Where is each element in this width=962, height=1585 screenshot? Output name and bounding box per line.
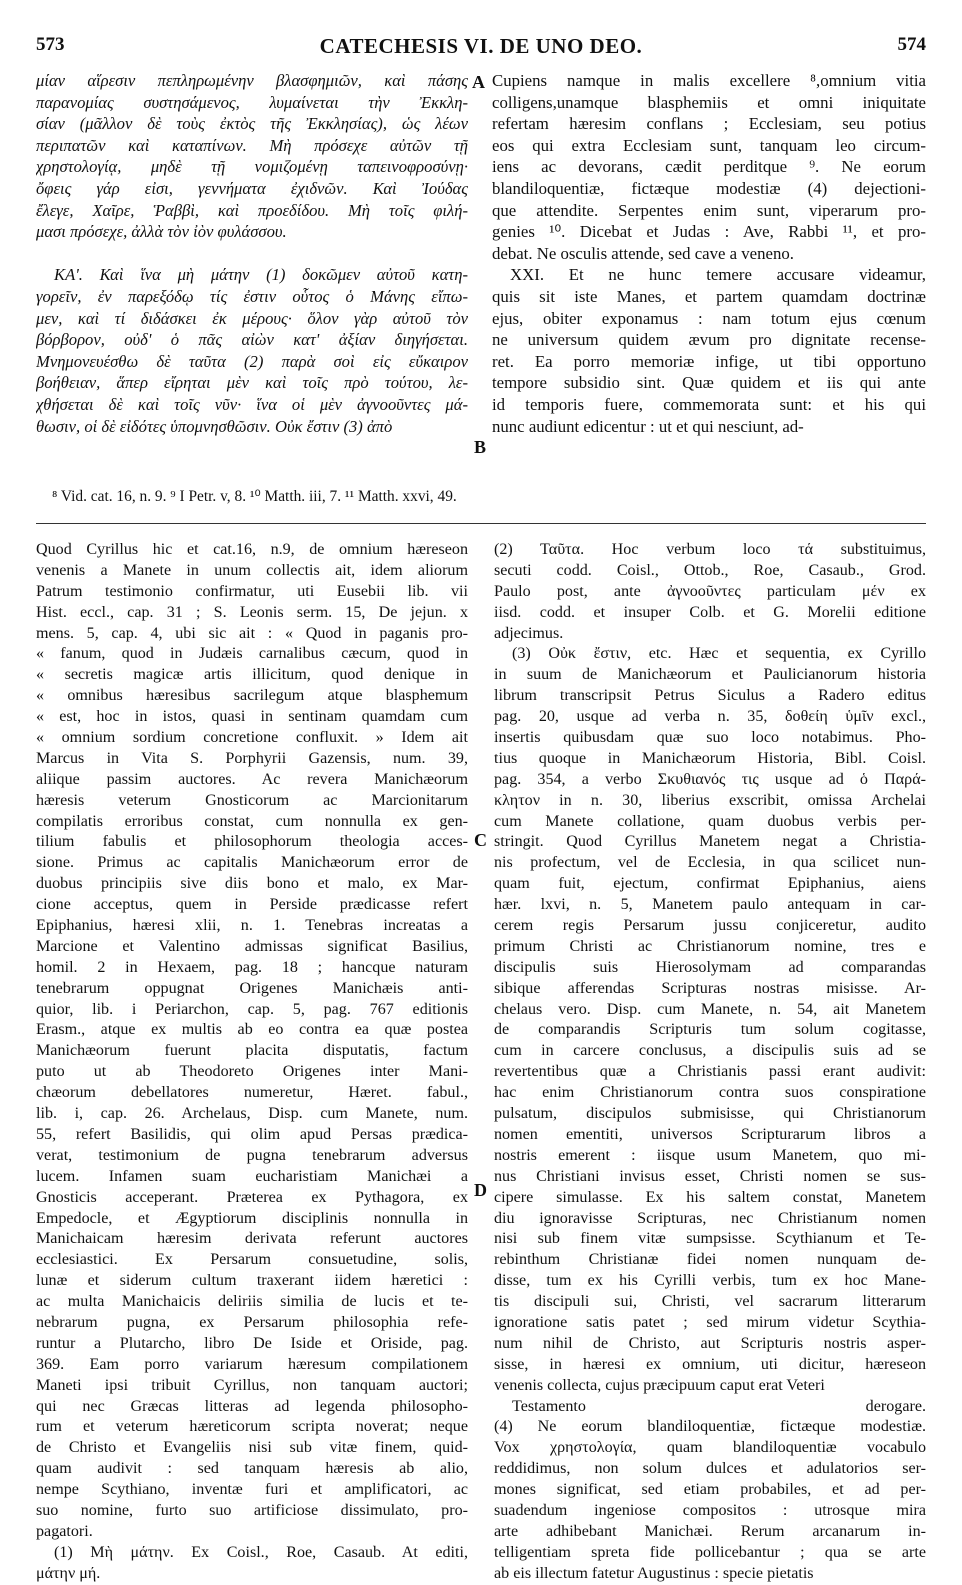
note-line: Quod Cyrillus hic et cat.16, n.9, de omnium hæreseon <box>36 541 468 558</box>
note-line: quam fuit, ejectum, confirmat Epiphanius, aiens <box>494 875 926 893</box>
note-line: nisi sub finem vitæ sumpsisse. Scythianum et Te- <box>494 1230 926 1248</box>
page-number-right: 574 <box>897 34 926 55</box>
note-line: nus Christiani invisus esset, Christi nomen se sus- <box>494 1167 926 1185</box>
greek-text-line <box>36 243 468 265</box>
note-line: iisd. codd. et insuper Colb. et G. Morelii editione <box>494 603 926 621</box>
note-line: runtur a Plutarcho, libro De Iside et Oriside, pag. <box>36 1334 468 1352</box>
greek-text-line: χθήσεται δὲ καὶ τοῖς νῦν· ἵνα οἱ μὲν ἀγνοοῦντες μά- <box>36 394 468 414</box>
greek-text-line: ἔλεγε, Χαῖρε, Ῥαββὶ, καὶ προεδίδου. Μὴ τοῖς φιλή- <box>36 200 468 220</box>
greek-text-line: Μνημονευέσθω δὲ ταῦτα (2) παρὰ σοὶ εἰς εὔκαιρον <box>36 351 468 371</box>
note-line: tius quoque in Manichæorum Historia, Bibl. Coisl. <box>494 749 926 767</box>
latin-text-line: refertam hæresim conflans ; Ecclesiam, seu potius <box>492 114 926 134</box>
greek-text-line: χρηστολογίᾳ, μηδὲ τῇ νομιζομένῃ ταπεινοφροσύνῃ· <box>36 157 468 177</box>
note-line: μάτην μή. <box>36 1564 101 1582</box>
greek-text-line: ὄφεις γάρ εἰσι, γεννήματα ἐχιδνῶν. Καὶ Ἰούδας <box>36 178 468 198</box>
note-line: insertis quibusdam quæ suo loco notabimus. Pho- <box>494 729 926 747</box>
note-line: Erasm., atque ex multis ab eo contra ea quæ postea <box>36 1021 468 1039</box>
note-line: arte adhibebant Manichæi. Rerum arcanarum in- <box>494 1522 926 1540</box>
note-line: suadendum ingeniose compositos : utrosque mira <box>494 1501 926 1519</box>
note-line: tilium fabulis et philosophorum theologia acces- <box>36 833 468 851</box>
note-line: cum Manete collatione, quam duobus verbis per- <box>494 812 926 830</box>
note-line: ignoratione satis patet ; sed mirum videtur Scythia- <box>494 1313 926 1331</box>
note-line: pulsatum, discipulos submisisse, qui Christianorum <box>494 1105 926 1123</box>
greek-text-line: βόρβορον, οὐδ' ὁ πᾶς αἰὼν κατ' ἀξίαν διηγήσεται. <box>36 330 468 350</box>
note-line: nostris emerent : iisque usum Manetem, quo mi- <box>494 1146 926 1164</box>
greek-text-line: μασι πρόσεχε, ἀλλὰ τὸν ἰὸν φυλάσσου. <box>36 222 287 242</box>
note-line: disse, tum ex his Cyrilli verbis, tum ex hoc Mane- <box>494 1272 926 1290</box>
note-line: aliique passim auctores. Ac revera Manichæorum <box>36 770 468 788</box>
note-line: duobus principiis sive diis bono et malo, ex Mar- <box>36 875 468 893</box>
note-line: nebrarum pugna, ex Persarum philosophia refe- <box>36 1313 468 1331</box>
note-line: chæorum debellatores numeretur, Hæret. fabul., <box>36 1084 468 1102</box>
latin-text-line: debat. Ne osculis attende, sed cave a veneno. <box>492 243 794 263</box>
margin-letter-c: C <box>474 830 487 850</box>
note-line: 55, refert Basilidis, qui olim apud Persas prædica- <box>36 1125 468 1143</box>
note-line: lib. i, cap. 26. Archelaus, Disp. cum Manete, num. <box>36 1105 468 1123</box>
note-line: tis discipuli sui, Christi, vel sacrarum litterarum <box>494 1293 926 1311</box>
latin-text-line: genies ¹⁰. Dicebat et Judas : Ave, Rabbi ¹¹, et pro- <box>492 222 926 242</box>
greek-text-line: σίαν (μᾶλλον δὲ τοὺς ἐκτὸς τῆς Ἐκκλησίας), ὡς λέων <box>36 114 468 134</box>
note-line: 369. Eam porro variarum hæresum compilationem <box>36 1355 468 1373</box>
note-line: quior, lib. i Periarchon, cap. 5, pag. 767 editionis <box>36 1000 468 1018</box>
note-line: rum et veterum hæreticorum scripta noverat; neque <box>36 1418 468 1436</box>
page-number-left: 573 <box>36 34 65 55</box>
note-line: Vox χρηστολογία, quam blandiloquentiæ vocabulo <box>494 1439 926 1457</box>
greek-text-line: μεν, καὶ τί διδάσκει ἐκ μέρους· ὅλον γὰρ αὐτοῦ τὸν <box>36 308 468 328</box>
note-line: Hist. eccl., cap. 31 ; S. Leonis serm. 15, De jejun. x <box>36 603 468 621</box>
latin-text-line: que attendite. Serpentes enim sunt, viperarum pro- <box>492 200 926 220</box>
note-line: Empedocle, et Ægyptiorum disciplinis nonnulla in <box>36 1209 468 1227</box>
note-line: ecclesiastici. Ex Persarum consuetudine, solis, <box>36 1251 468 1269</box>
greek-text-line: βοήθειαν, ἅπερ εἴρηται μὲν καὶ τοῖς πρὸ τούτου, λε- <box>36 373 468 393</box>
latin-text-column <box>492 70 926 437</box>
note-line: de Christo et Evangeliis nisi sub vitæ finem, quid- <box>36 1439 468 1457</box>
note-line: Manichaicam hæresim derivata referunt auctores <box>36 1230 468 1248</box>
note-line: hac enim Christianorum contra suos conspiratione <box>494 1084 926 1102</box>
note-line: pag. 20, usque ad verba n. 35, δοθείη ὑμῖν excl., <box>494 708 926 726</box>
note-line: in suum de Manichæorum et Paulicianorum historia <box>494 666 926 684</box>
note-line: « omnibus hæresibus sacrilegum atque blasphemum <box>36 687 468 705</box>
note-line: « secretis magicæ artis illicitum, quod denique in <box>36 666 468 684</box>
footnotes: ⁸ Vid. cat. 16, n. 9. ⁹ I Petr. v, 8. ¹⁰ Matth. iii, 7. ¹¹ Matth. xxvi, 49. <box>52 488 457 505</box>
latin-text-line: Cupiens namque in malis excellere ⁸,omnium vitia <box>492 71 926 90</box>
latin-text-line: nunc audiunt edicentur : ut et qui nesciunt, ad- <box>492 416 804 436</box>
latin-text-line: ret. Ea porro memoriæ infige, ut tibi opportuno <box>492 351 926 371</box>
note-line: mones significat, sed etiam probabiles, et ad per- <box>494 1481 926 1499</box>
separator-rule <box>36 523 926 524</box>
note-line: homil. 2 in Hexaem, pag. 18 ; hancque naturam <box>36 958 468 976</box>
note-line: sione. Primus ac capitalis Manichæorum error de <box>36 854 468 872</box>
latin-text-line: ne universum quidem ævum pro dignitate recense- <box>492 330 926 350</box>
note-line: nomen ementiti, universos Scripturarum libros a <box>494 1125 926 1143</box>
note-line: pag. 354, a verbo Σκυθιανός τις usque ad ὁ Παρά- <box>494 770 926 788</box>
note-line: Marcus in Vita S. Porphyrii Gazensis, num. 39, <box>36 749 468 767</box>
note-line: chelaus vero. Disp. cum Manete, n. 54, ait Manetem <box>494 1000 926 1018</box>
margin-letter-a: A <box>472 72 485 92</box>
note-line: venenis collecta, cujus præcipuum caput erat Veteri <box>494 1376 825 1394</box>
note-line: Patrum testimonio confirmatur, uti Eusebii lib. vii <box>36 582 468 600</box>
note-line: adjecimus. <box>494 624 564 642</box>
note-line: secuti codd. Coisl., Ottob., Roe, Casaub., Grod. <box>494 561 926 579</box>
greek-text-line: γορεῖν, ἐν παρεξόδῳ τίς ἐστιν οὗτος ὁ Μάνης εἴπω- <box>36 286 468 306</box>
note-line: Marcione et Valentino admissas significat Basilius, <box>36 937 468 955</box>
running-title: CATECHESIS VI. DE UNO DEO. <box>319 34 643 58</box>
note-line: « est, hoc in istos, quasi in sentinam quamdam cum <box>36 708 468 726</box>
note-line: num nihil de Christo, aut Scripturis nostris asper- <box>494 1334 926 1352</box>
latin-text-line: XXI. Et ne hunc temere accusare videamur, <box>510 265 926 285</box>
note-line: lunæ et siderum cultum traxerant iidem hæretici : <box>36 1272 468 1290</box>
note-line: stringit. Quod Cyrillus Manetem negat a Christia- <box>494 833 926 851</box>
greek-text-line: παρανομίας συστησάμενος, λυμαίνεται τὴν Ἐκκλη- <box>36 92 468 112</box>
note-line: quam audivit : sed tanquam hæresis ab alio, <box>36 1460 468 1478</box>
note-line: (1) Μὴ μάτην. Ex Coisl., Roe, Casaub. At editi, <box>54 1543 468 1561</box>
note-line: compilatis erroribus constat, cum nonnulla ex gen- <box>36 812 468 830</box>
note-line: Epiphanius, hæresi xlii, n. 1. Tenebras increatas a <box>36 917 468 935</box>
note-line: « omnium sordium concretione confluxit. » Idem ait <box>36 729 468 747</box>
note-line: ab eis illectum fatetur Augustinus : specie pietatis <box>494 1564 814 1582</box>
note-line: nis profectum, vel de Ecclesia, in qua scilicet nun- <box>494 854 926 872</box>
note-line: qui nec Græcas litteras ad legenda philosopho- <box>36 1397 468 1415</box>
note-line: primum Christi ac Christianorum nomine, tres e <box>494 937 926 955</box>
note-line: nempe Scythiano, inventæ furi et amplificatori, ac <box>36 1481 468 1499</box>
running-header <box>36 34 926 58</box>
latin-text-line: colligens,unamque blasphemiis et omni iniquitate <box>492 92 926 112</box>
note-line: puto ut ab Theodoreto Origenes inter Mani- <box>36 1063 468 1081</box>
latin-text-line: ejus, obiter exponamus : nam totum ejus cœnum <box>492 308 926 328</box>
latin-text-line: id temporis fuere, commemorata sunt: et his qui <box>492 394 926 414</box>
greek-text-line: μίαν αἵρεσιν πεπληρωμένην βλασφημιῶν, καὶ πάσης <box>36 71 468 90</box>
note-line: ac multa Manichaicis deliriis similia de lucis et te- <box>36 1293 468 1311</box>
note-line: (2) Ταῦτα. Hoc verbum loco τά substituimus, <box>494 541 926 558</box>
latin-text-line: iens ac devorans, cædit perditque ⁹. Ne eorum <box>492 157 926 177</box>
note-line: venenis a Manete in unum collectis ait, idem aliorum <box>36 561 468 579</box>
note-line: revertentibus quæ a Christianis passi erant audivit: <box>494 1063 926 1081</box>
note-line: librum transcripsit Petrus Siculus a Radero editus <box>494 687 926 705</box>
notes-right-column <box>494 540 926 1585</box>
greek-text-column <box>36 70 468 437</box>
note-line: rebinthum Christianæ fidei nomen nunquam de- <box>494 1251 926 1269</box>
note-line: telligentiam spreta fide pollicebantur ; qua se arte <box>494 1543 926 1561</box>
latin-text-line: tempore subsidio sint. Quæ quidem et iis qui ante <box>492 373 926 393</box>
note-line: de comparandis Scripturis tum solum cogitasse, <box>494 1021 926 1039</box>
note-line: cerem regis Persarum jussu conjiceretur, audito <box>494 917 926 935</box>
greek-text-line: θωσιν, οἱ δὲ εἰδότες ὑπομνησθῶσιν. Οὐκ ἔστιν (3) ἀπὸ <box>36 416 393 436</box>
note-line: Testamento derogare. <box>512 1397 926 1415</box>
note-line: cum in carcere conclusus, a discipulis suis ad se <box>494 1042 926 1060</box>
note-line: Gnosticis acceperant. Præterea ex Pythagora, ex <box>36 1188 468 1206</box>
greek-text-line: ΚΑ'. Καὶ ἵνα μὴ μάτην (1) δοκῶμεν αὐτοῦ κατη- <box>54 265 468 285</box>
note-line: (3) Οὐκ ἔστιν, etc. Hæc et sequentia, ex Cyrillo <box>512 645 926 663</box>
note-line: mens. 5, cap. 4, ubi sic ait : « Quod in paganis pro- <box>36 624 468 642</box>
note-line: hær. lxvi, n. 5, Manetem paulo antequam in car- <box>494 896 926 914</box>
note-line: reddidimus, non solum dulces et adulatorios ser- <box>494 1460 926 1478</box>
note-line: verat, testimonium de pugna tenebrarum adversus <box>36 1146 468 1164</box>
note-line: cione acceptus, quem in Perside prædicasse refert <box>36 896 468 914</box>
note-line: sibique afferendas Scripturas nostras misisse. Ar- <box>494 979 926 997</box>
note-line: lucem. Infamen suam eucharistiam Manichæi a <box>36 1167 468 1185</box>
note-line: sisse, in hæresi ex omnium, uti dicitur, hæreseon <box>494 1355 926 1373</box>
note-line: hæresis veterum Gnosticorum ac Marcionitarum <box>36 791 468 809</box>
note-line: Paulo post, ante ἀγνοοῦντες particulam μέν ex <box>494 582 926 600</box>
note-line: (4) Ne eorum blandiloquentiæ, fictæque modestiæ. <box>494 1418 926 1436</box>
notes-left-column <box>36 540 468 1585</box>
margin-letter-d: D <box>474 1180 487 1200</box>
latin-text-line: eos qui extra Ecclesiam sunt, tanquam leo circum- <box>492 135 926 155</box>
note-line: discipulis suis Hierosolymam ad comparandas <box>494 958 926 976</box>
note-line: « fanum, quod in Judæis carnalibus cæcum, quod in <box>36 645 468 663</box>
note-line: suo nomine, furto suo artificiose dissimulato, pro- <box>36 1501 468 1519</box>
latin-text-line: quis sit iste Manes, et partem quamdam doctrinæ <box>492 286 926 306</box>
margin-letter-b: B <box>474 437 487 457</box>
greek-text-line: περιπατῶν καὶ καταπίνων. Μὴ πρόσεχε αὐτῶν τῇ <box>36 135 468 155</box>
latin-text-line: blandiloquentiæ, fictæque modestiæ (4) dejectioni- <box>492 178 926 198</box>
note-line: diu ignoravisse Scripturas, nec Christianum nomen <box>494 1209 926 1227</box>
note-line: cipere simulasse. Ex his saltem constat, Manetem <box>494 1188 926 1206</box>
note-line: Maneti ipsi tribuit Cyrillus, non tanquam auctori; <box>36 1376 468 1394</box>
note-line: pagatori. <box>36 1522 93 1540</box>
note-line: tenebrarum oppugnat Origenes Manichæis anti- <box>36 979 468 997</box>
note-line: κλητον in n. 30, liberius exscribit, omissa Archelai <box>494 791 926 809</box>
note-line: Manichæorum fuerunt placita disputatis, factum <box>36 1042 468 1060</box>
